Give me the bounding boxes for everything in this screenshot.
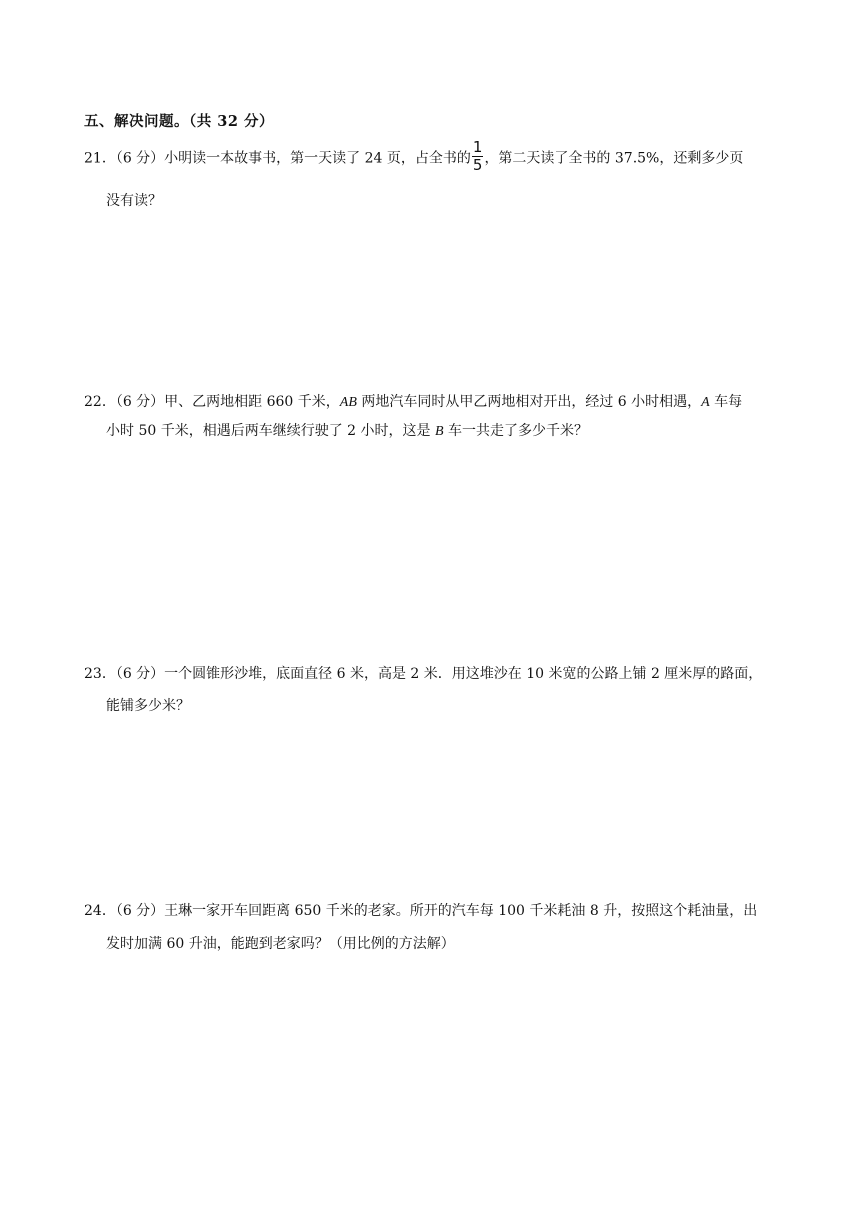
question-22 [84,392,784,439]
question-24-line-2: 发时加满 60 升油，能跑到老家吗？（用比例的方法解） [106,936,455,952]
question-24 [84,901,784,952]
question-22-text-b: 两地汽车同时从甲乙两地相对开出，经过 6 小时相遇， [356,394,702,410]
question-22-line-1 [84,392,784,413]
question-21-prefix: 21．（6 分）小明读一本故事书，第一天读了 24 页，占全书的 [84,150,471,167]
section-title: 五、解决问题。（共 32 分） [84,113,275,130]
question-23 [84,664,784,714]
question-22-line-2 [106,420,588,440]
question-23-line-2: 能铺多少米？ [106,698,190,714]
fraction-one-fifth [472,140,484,173]
question-22-text-c: 车每 [709,394,743,410]
question-22-text-a: 22．（6 分）甲、乙两地相距 660 千米， [84,394,340,410]
label-b: B [434,424,444,439]
question-22-text-d: 小时 50 千米，相遇后两车继续行驶了 2 小时，这是 [106,423,435,439]
fraction-numerator: 1 [472,138,483,156]
question-21-suffix: ，第二天读了全书的 37.5%，还剩多少页 [484,150,744,167]
question-22-text-e: 车一共走了多少千米？ [443,423,588,439]
question-21-line-1 [84,138,784,175]
fraction-denominator: 5 [472,156,483,174]
question-23-line-1: 23．（6 分）一个圆锥形沙堆，底面直径 6 米，高是 2 米．用这堆沙在 10 米宽的公路上铺 2 厘米厚的路面， [84,666,763,682]
label-a: A [701,395,710,410]
question-24-line-1: 24．（6 分）王琳一家开车回距离 650 千米的老家。所开的汽车每 100 千米耗油 8 升，按照这个耗油量，出 [84,903,758,919]
question-21-line-2: 没有读？ [106,193,162,209]
label-ab: AB [339,395,357,410]
question-21 [84,138,784,209]
